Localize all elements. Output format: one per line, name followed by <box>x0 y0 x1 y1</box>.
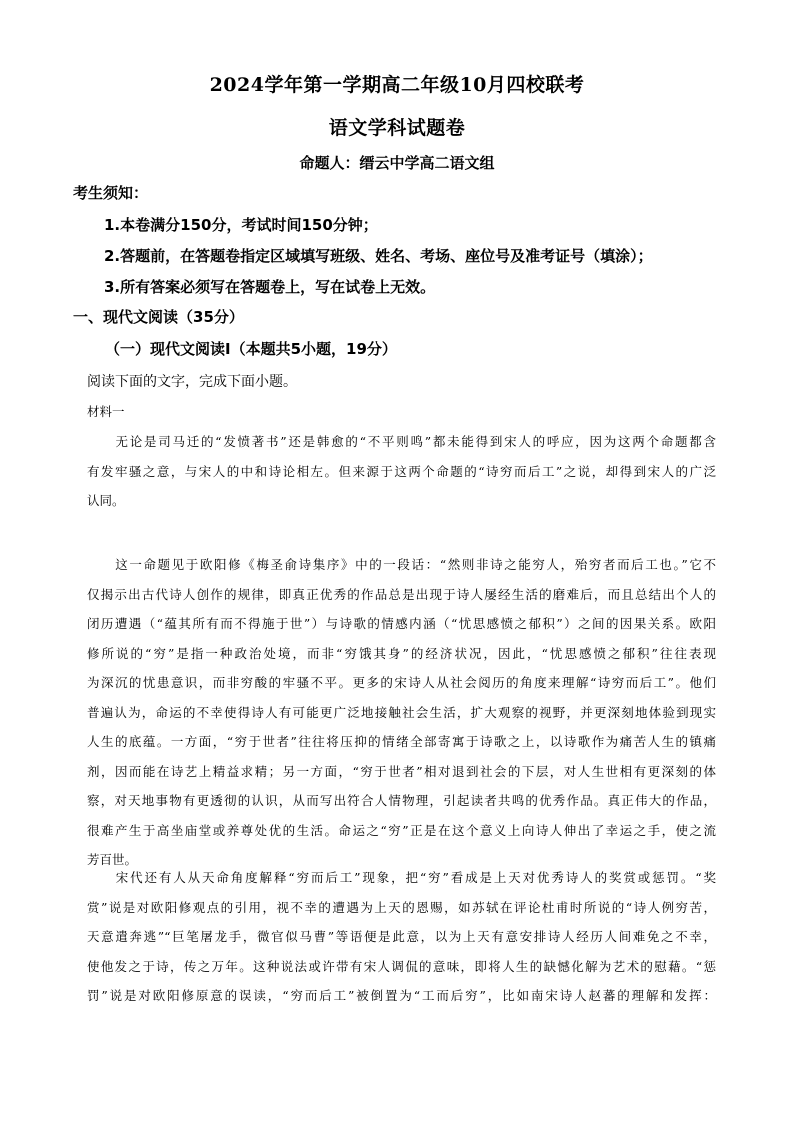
exam-title: 2024学年第一学期高二年级10月四校联考 <box>209 74 585 96</box>
paragraph-line: 剂，因而能在诗艺上精益求精；另一方面，“穷于世者”相对退到社会的下层，对人生世相有更深刻的体 <box>87 763 716 779</box>
paragraph-line: 普遍认为，命运的不幸使得诗人有可能更广泛地接触社会生活，扩大观察的视野，并更深刻地体验到现实 <box>87 704 716 720</box>
material-label: 材料一 <box>87 404 125 419</box>
paragraph-line: 使他发之于诗，传之万年。这种说法或许带有宋人调侃的意味，即将人生的缺憾化解为艺术的慰藉。“惩 <box>87 958 716 974</box>
notice-item-2: 2.答题前，在答题卷指定区域填写班级、姓名、考场、座位号及准考证号（填涂）； <box>104 247 653 265</box>
subsection-heading: （一）现代文阅读Ⅰ（本题共5小题，19分） <box>105 340 397 358</box>
paragraph-line: 人生的底蕴。一方面，“穷于世者”往往将压抑的情绪全部寄寓于诗歌之上，以诗歌作为痛苦人生的镇痛 <box>87 734 716 749</box>
paragraph-2 <box>87 550 716 875</box>
paragraph-line: 认同。 <box>87 493 125 508</box>
paragraph-line: 察，对天地事物有更透彻的认识，从而写出符合人情物理，引起读者共鸣的优秀作品。真正伟大的作品， <box>87 793 716 808</box>
paragraph-line: 宋代还有人从天命角度解释“穷而后工”现象，把“穷”看成是上天对优秀诗人的奖赏或惩罚。“奖 <box>87 870 716 885</box>
exam-author: 命题人：缙云中学高二语文组 <box>299 154 495 172</box>
paragraph-line: 仅揭示出古代诗人创作的规律，即真正优秀的作品总是出现于诗人屡经生活的磨难后，而且总结出个人的 <box>87 586 716 602</box>
paragraph-1 <box>87 427 716 516</box>
paragraph-line: 天意遣奔逃”“巨笔屠龙手，微官似马曹”等语便是此意，以为上天有意安排诗人经历人间难免之不幸， <box>87 929 716 944</box>
paragraph-line: 为深沉的忧患意识，而非穷酸的牢骚不平。更多的宋诗人从社会阅历的角度来理解“诗穷而后工”。他们 <box>87 675 716 690</box>
paragraph-line: 闭历遭遇（“蕴其所有而不得施于世”）与诗歌的情感内涵（“忧思感愤之郁积”）之间的因果关系。欧阳 <box>87 616 716 631</box>
section-heading: 一、现代文阅读（35分） <box>73 308 244 326</box>
paragraph-line: 无论是司马迁的“发愤著书”还是韩愈的“不平则鸣”都未能得到宋人的呼应，因为这两个命题都含 <box>87 434 716 449</box>
paragraph-3 <box>87 863 716 1011</box>
exam-subtitle: 语文学科试题卷 <box>328 117 466 139</box>
paragraph-line: 修所说的“穷”是指一种政治处境，而非“穷饿其身”的经济状况，因此，“忧思感愤之郁积”往往表现 <box>87 645 716 661</box>
reading-instruction: 阅读下面的文字，完成下面小题。 <box>87 374 297 390</box>
paragraph-line: 芳百世。 <box>87 852 138 867</box>
paragraph-line: 有发牢骚之意，与宋人的中和诗论相左。但来源于这两个命题的“诗穷而后工”之说，却得到宋人的广泛 <box>87 463 716 479</box>
paragraph-line: 罚”说是对欧阳修原意的误读，“穷而后工”被倒置为“工而后穷”，比如南宋诗人赵蕃的理解和发挥： <box>87 988 716 1003</box>
notice-item-3: 3.所有答案必须写在答题卷上，写在试卷上无效。 <box>104 278 436 296</box>
paragraph-line: 赏”说是对欧阳修观点的引用，视不幸的遭遇为上天的恩赐，如苏轼在评论杜甫时所说的“诗人例穷苦， <box>87 899 716 915</box>
paragraph-line: 很难产生于高坐庙堂或养尊处优的生活。命运之“穷”正是在这个意义上向诗人伸出了幸运之手，使之流 <box>87 822 716 838</box>
notice-heading: 考生须知： <box>73 184 149 202</box>
paragraph-line: 这一命题见于欧阳修《梅圣俞诗集序》中的一段话：“然则非诗之能穷人，殆穷者而后工也。”它不 <box>87 557 716 572</box>
notice-item-1: 1.本卷满分150分，考试时间150分钟； <box>104 216 378 234</box>
